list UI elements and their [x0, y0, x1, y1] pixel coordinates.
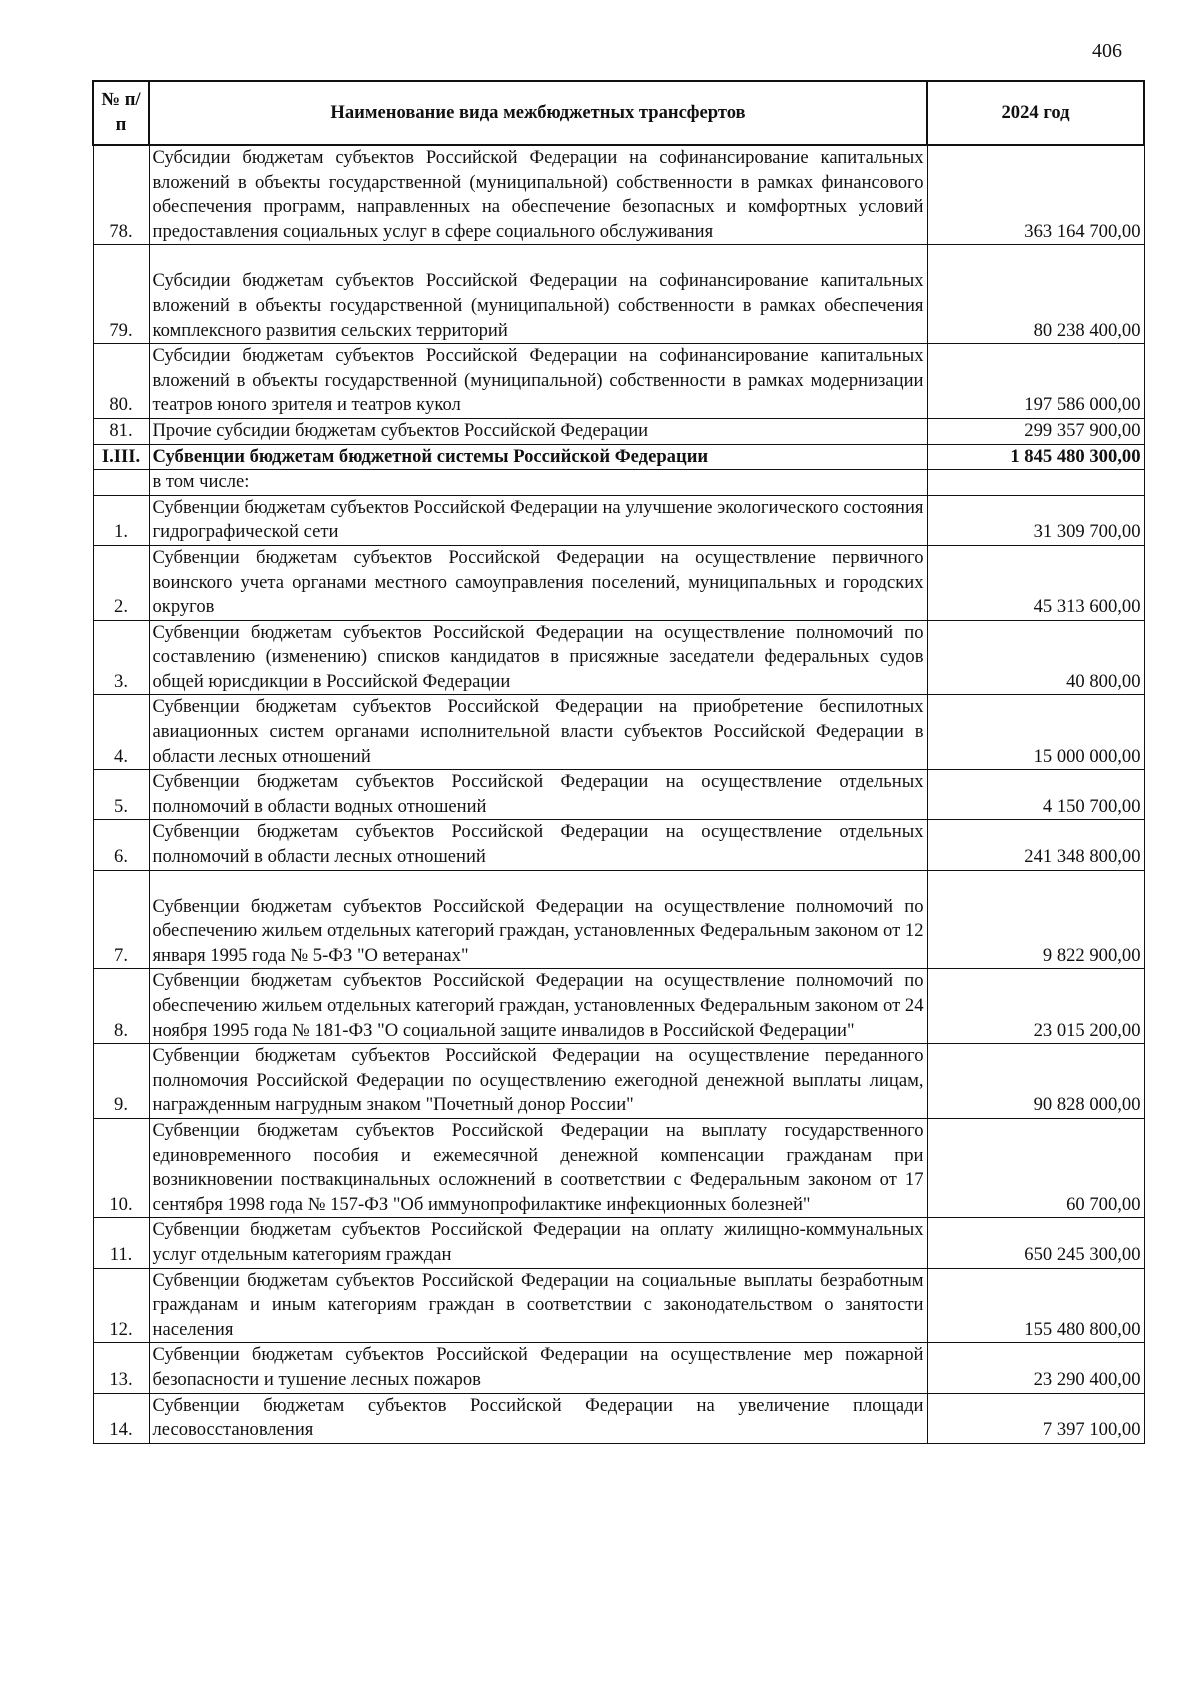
- row-name: Субвенции бюджетам бюджетной системы Российской Федерации: [149, 444, 927, 470]
- row-number: 11.: [93, 1218, 149, 1268]
- row-name: Субсидии бюджетам субъектов Российской Федерации на софинансирование капитальных вложений в объекты государственной (муниципальной) собственности в рамках обеспечения комплексного развития сельских территорий: [149, 245, 927, 344]
- row-name: Субвенции бюджетам субъектов Российской Федерации на увеличение площади лесовосстановления: [149, 1393, 927, 1443]
- row-number: 10.: [93, 1118, 149, 1217]
- row-amount: 241 348 800,00: [927, 820, 1144, 870]
- row-name: Субвенции бюджетам субъектов Российской Федерации на осуществление полномочий по обеспечению жильем отдельных категорий граждан, установленных Федеральным законом от 12 января 1995 года № 5-ФЗ "О ветеранах": [149, 870, 927, 969]
- row-number: 3.: [93, 620, 149, 695]
- table-row: [93, 245, 1144, 344]
- row-name: Субвенции бюджетам субъектов Российской Федерации на приобретение беспилотных авиационных систем органами исполнительной власти субъектов Российской Федерации в области лесных отношений: [149, 695, 927, 770]
- table-row: [93, 344, 1144, 419]
- table-row: [93, 820, 1144, 870]
- table-row: [93, 545, 1144, 620]
- table-row: [93, 495, 1144, 545]
- row-amount: 31 309 700,00: [927, 495, 1144, 545]
- row-name: Прочие субсидии бюджетам субъектов Российской Федерации: [149, 418, 927, 444]
- row-number: 6.: [93, 820, 149, 870]
- table-header-row: [93, 81, 1144, 145]
- row-number: 5.: [93, 770, 149, 820]
- table-row: [93, 470, 1144, 496]
- row-amount: 4 150 700,00: [927, 770, 1144, 820]
- row-name: Субвенции бюджетам субъектов Российской Федерации на осуществление полномочий по составлению (изменению) списков кандидатов в присяжные заседатели федеральных судов общей юрисдикции в Российской Федерации: [149, 620, 927, 695]
- row-amount: 299 357 900,00: [927, 418, 1144, 444]
- row-amount: [927, 470, 1144, 496]
- table-row: [93, 1044, 1144, 1119]
- row-number: 14.: [93, 1393, 149, 1443]
- row-name: в том числе:: [149, 470, 927, 496]
- row-amount: 45 313 600,00: [927, 545, 1144, 620]
- table-row: [93, 770, 1144, 820]
- row-name: Субвенции бюджетам субъектов Российской Федерации на выплату государственного единовременного пособия и ежемесячной денежной компенсации гражданам при возникновении поствакцинальных осложнений в соответствии с Федеральным законом от 17 сентября 1998 года № 157-ФЗ "Об иммунопрофилактике инфекционных болезней": [149, 1118, 927, 1217]
- row-amount: 1 845 480 300,00: [927, 444, 1144, 470]
- row-amount: 23 015 200,00: [927, 969, 1144, 1044]
- row-number: 80.: [93, 344, 149, 419]
- row-number: 1.: [93, 495, 149, 545]
- row-number: 13.: [93, 1343, 149, 1393]
- header-num: № п/п: [93, 81, 149, 145]
- row-number: 9.: [93, 1044, 149, 1119]
- table-row: [93, 1218, 1144, 1268]
- row-name: Субвенции бюджетам субъектов Российской Федерации на осуществление отдельных полномочий в области лесных отношений: [149, 820, 927, 870]
- row-amount: 9 822 900,00: [927, 870, 1144, 969]
- section-total-row: [93, 444, 1144, 470]
- transfers-table: [92, 80, 1145, 1444]
- table-row: [93, 1118, 1144, 1217]
- header-year: 2024 год: [927, 81, 1144, 145]
- table-row: [93, 620, 1144, 695]
- page-number: 406: [1092, 40, 1122, 62]
- row-number: 2.: [93, 545, 149, 620]
- table-row: [93, 969, 1144, 1044]
- row-name: Субвенции бюджетам субъектов Российской Федерации на осуществление мер пожарной безопасности и тушение лесных пожаров: [149, 1343, 927, 1393]
- table-row: [93, 418, 1144, 444]
- row-number: 4.: [93, 695, 149, 770]
- row-amount: 7 397 100,00: [927, 1393, 1144, 1443]
- row-amount: 650 245 300,00: [927, 1218, 1144, 1268]
- row-number: 7.: [93, 870, 149, 969]
- table-row: [93, 695, 1144, 770]
- row-number: 79.: [93, 245, 149, 344]
- row-number: 78.: [93, 145, 149, 245]
- row-name: Субвенции бюджетам субъектов Российской Федерации на оплату жилищно-коммунальных услуг отдельным категориям граждан: [149, 1218, 927, 1268]
- row-name: Субвенции бюджетам субъектов Российской Федерации на осуществление полномочий по обеспечению жильем отдельных категорий граждан, установленных Федеральным законом от 24 ноября 1995 года № 181-ФЗ "О социальной защите инвалидов в Российской Федерации": [149, 969, 927, 1044]
- row-name: Субвенции бюджетам субъектов Российской Федерации на осуществление отдельных полномочий в области водных отношений: [149, 770, 927, 820]
- table-row: [93, 1393, 1144, 1443]
- row-amount: 363 164 700,00: [927, 145, 1144, 245]
- row-number: I.III.: [93, 444, 149, 470]
- row-name: Субсидии бюджетам субъектов Российской Федерации на софинансирование капитальных вложений в объекты государственной (муниципальной) собственности в рамках финансового обеспечения программ, направленных на обеспечение безопасных и комфортных условий предоставления социальных услуг в сфере социального обслуживания: [149, 145, 927, 245]
- row-amount: 90 828 000,00: [927, 1044, 1144, 1119]
- row-amount: 23 290 400,00: [927, 1343, 1144, 1393]
- row-name: Субсидии бюджетам субъектов Российской Федерации на софинансирование капитальных вложений в объекты государственной (муниципальной) собственности в рамках модернизации театров юного зрителя и театров кукол: [149, 344, 927, 419]
- row-amount: 197 586 000,00: [927, 344, 1144, 419]
- row-number: [93, 470, 149, 496]
- table-row: [93, 1343, 1144, 1393]
- table-row: [93, 870, 1144, 969]
- row-number: 8.: [93, 969, 149, 1044]
- table-row: [93, 1268, 1144, 1343]
- row-name: Субвенции бюджетам субъектов Российской Федерации на осуществление переданного полномочия Российской Федерации по осуществлению ежегодной денежной выплаты лицам, награжденным нагрудным знаком "Почетный донор России": [149, 1044, 927, 1119]
- header-name: Наименование вида межбюджетных трансфертов: [149, 81, 927, 145]
- row-name: Субвенции бюджетам субъектов Российской Федерации на социальные выплаты безработным гражданам и иным категориям граждан в соответствии с законодательством о занятости населения: [149, 1268, 927, 1343]
- row-amount: 40 800,00: [927, 620, 1144, 695]
- row-amount: 15 000 000,00: [927, 695, 1144, 770]
- row-name: Субвенции бюджетам субъектов Российской Федерации на улучшение экологического состояния гидрографической сети: [149, 495, 927, 545]
- table-row: [93, 145, 1144, 245]
- row-number: 81.: [93, 418, 149, 444]
- row-amount: 80 238 400,00: [927, 245, 1144, 344]
- row-number: 12.: [93, 1268, 149, 1343]
- row-name: Субвенции бюджетам субъектов Российской Федерации на осуществление первичного воинского учета органами местного самоуправления поселений, муниципальных и городских округов: [149, 545, 927, 620]
- row-amount: 60 700,00: [927, 1118, 1144, 1217]
- row-amount: 155 480 800,00: [927, 1268, 1144, 1343]
